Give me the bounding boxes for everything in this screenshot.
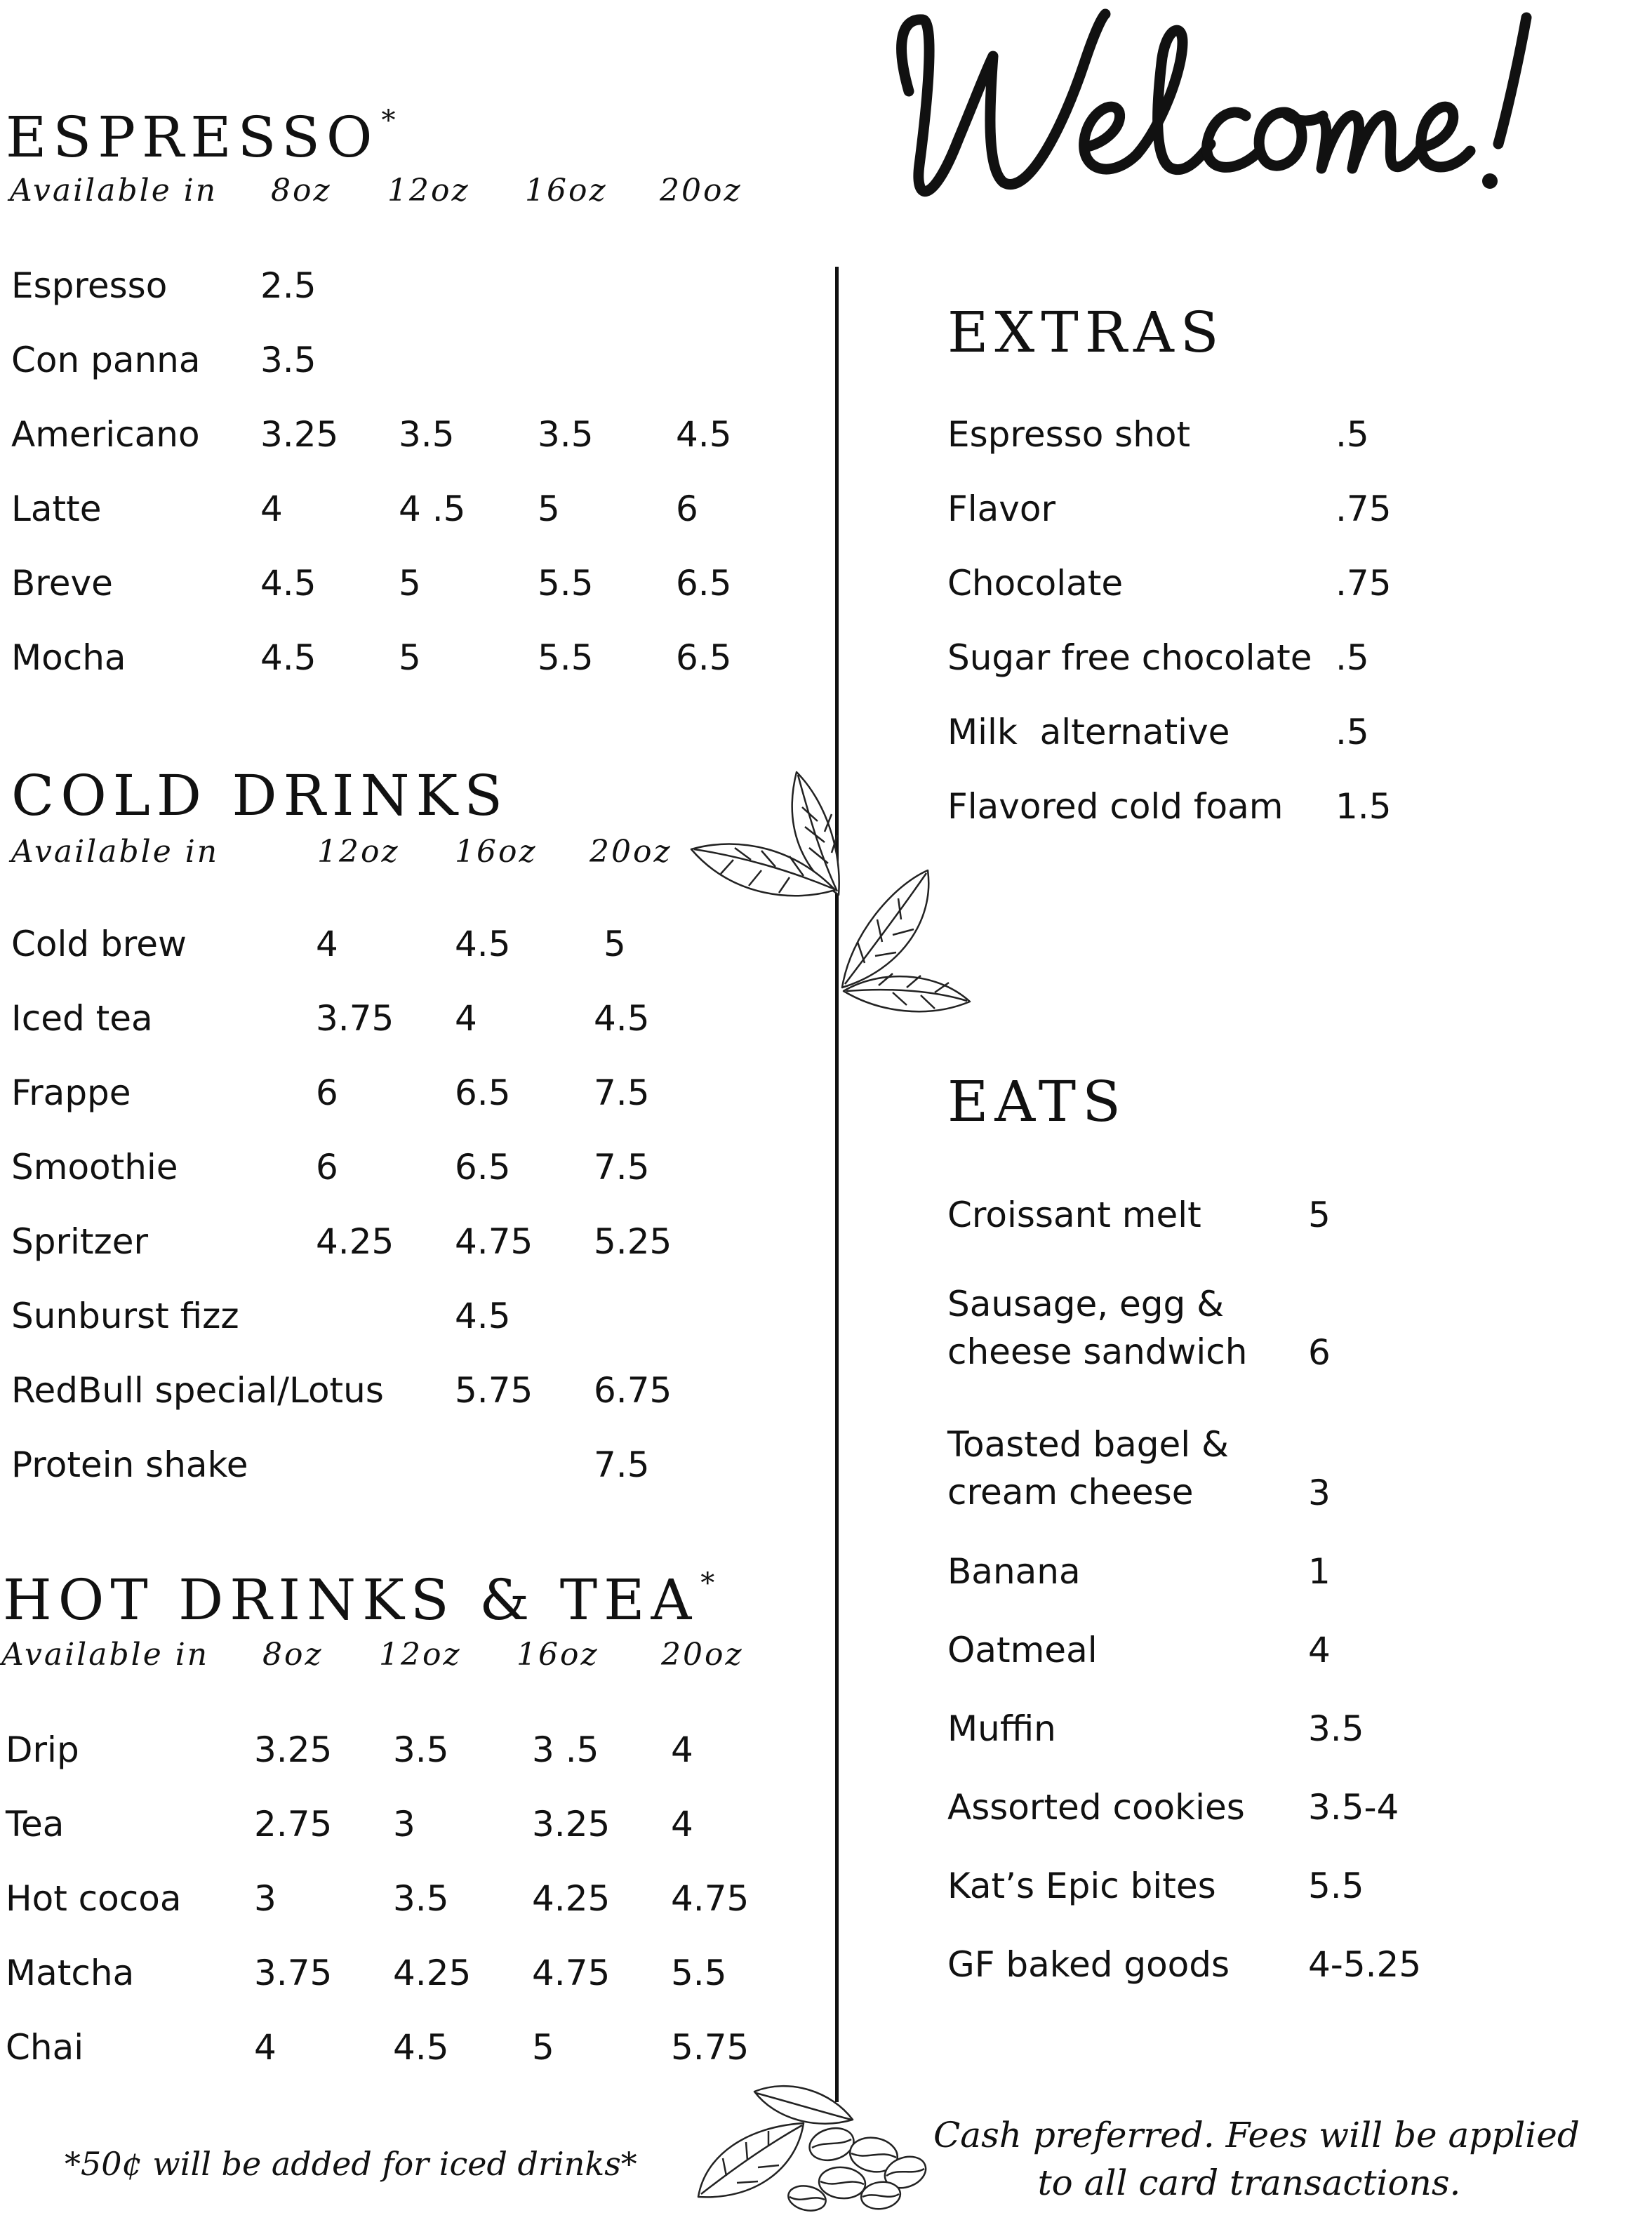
extras-item-name: Flavor [947,489,1056,529]
tea-price-12oz: 3 [393,1804,415,1845]
frappe-item-name: Frappe [11,1072,131,1113]
con-panna-item-name: Con panna [11,340,201,380]
eats-item-price: 3.5 [1308,1708,1364,1749]
sunburst-fizz-item-name: Sunburst fizz [11,1296,239,1336]
mocha-price-16oz: 5.5 [538,637,594,678]
extras-item-price: .75 [1335,489,1392,529]
americano-item-name: Americano [11,414,200,455]
extras-item-price: 1.5 [1335,786,1392,827]
cold-size-16oz: 16oz [455,834,538,870]
smoothie-item-name: Smoothie [11,1147,178,1188]
espresso-asterisk: * [381,105,396,137]
leaf-pair-icon [837,865,977,1019]
breve-price-20oz: 6.5 [676,563,732,604]
matcha-price-16oz: 4.75 [532,1953,611,1993]
eats-item-name: Croissant melt [947,1195,1201,1235]
hot-cocoa-item-name: Hot cocoa [6,1878,182,1919]
espresso-size-8oz: 8oz [271,173,332,208]
hot-available-label: Available in [1,1637,210,1673]
spritzer-price-12oz: 4.25 [316,1221,394,1262]
eats-item-name-line1: Sausage, egg & [947,1284,1225,1324]
espresso-size-16oz: 16oz [525,173,608,208]
eats-item-name: Banana [947,1551,1081,1592]
protein-shake-item-name: Protein shake [11,1444,248,1485]
iced-surcharge-footnote: *50¢ will be added for iced drinks* [65,2145,637,2183]
tea-item-name: Tea [6,1804,65,1845]
eats-item-name-two-line [947,1421,1229,1516]
tea-price-8oz: 2.75 [254,1804,333,1845]
smoothie-price-12oz: 6 [316,1147,338,1188]
redbull-special-price-16oz: 5.75 [455,1370,533,1411]
mocha-price-20oz: 6.5 [676,637,732,678]
cold-size-20oz: 20oz [589,834,672,870]
drip-item-name: Drip [6,1729,79,1770]
extras-item-name: Milk alternative [947,712,1230,752]
iced-tea-price-16oz: 4 [455,998,477,1039]
hot-drinks-asterisk: * [700,1567,715,1600]
eats-item-price: 5.5 [1308,1866,1364,1906]
hot-cocoa-price-16oz: 4.25 [532,1878,611,1919]
extras-item-name: Espresso shot [947,414,1191,455]
matcha-price-8oz: 3.75 [254,1953,333,1993]
sunburst-fizz-price-16oz: 4.5 [455,1296,511,1336]
smoothie-price-20oz: 7.5 [594,1147,650,1188]
spritzer-price-16oz: 4.75 [455,1221,533,1262]
drip-price-16oz: 3 .5 [532,1729,599,1770]
hot-size-12oz: 12oz [379,1637,462,1673]
hot-cocoa-price-12oz: 3.5 [393,1878,449,1919]
cold-brew-price-12oz: 4 [316,924,338,964]
breve-price-8oz: 4.5 [260,563,317,604]
coffee-beans-leaf-icon [691,2078,933,2213]
eats-item-price: 3 [1308,1473,1331,1513]
eats-item-name-line2: cream cheese [947,1472,1194,1513]
drip-price-8oz: 3.25 [254,1729,333,1770]
chai-item-name: Chai [6,2027,84,2068]
eats-item-price: 1 [1308,1551,1331,1592]
hot-size-8oz: 8oz [262,1637,324,1673]
extras-item-price: .5 [1335,637,1369,678]
breve-price-12oz: 5 [399,563,421,604]
latte-price-12oz: 4 .5 [399,489,466,529]
payment-note-line1: Cash preferred. Fees will be applied [933,2115,1580,2155]
extras-item-price: .5 [1335,712,1369,752]
eats-item-name-line2: cheese sandwich [947,1331,1248,1372]
eats-item-name: Oatmeal [947,1630,1098,1670]
drip-price-20oz: 4 [671,1729,693,1770]
smoothie-price-16oz: 6.5 [455,1147,511,1188]
cold-brew-price-16oz: 4.5 [455,924,511,964]
eats-item-price: 6 [1308,1332,1331,1373]
redbull-special-item-name: RedBull special/Lotus [11,1370,384,1411]
latte-price-8oz: 4 [260,489,283,529]
espresso-title: ESPRESSO [6,105,379,170]
frappe-price-20oz: 7.5 [594,1072,650,1113]
eats-item-name: GF baked goods [947,1944,1230,1985]
espresso-available-label: Available in [10,173,218,208]
matcha-item-name: Matcha [6,1953,135,1993]
chai-price-20oz: 5.75 [671,2027,750,2068]
espresso-heading [6,105,396,170]
payment-note [933,2111,1580,2207]
eats-item-price: 3.5-4 [1308,1787,1399,1828]
eats-item-name: Assorted cookies [947,1787,1245,1828]
extras-item-name: Sugar free chocolate [947,637,1312,678]
cold-brew-item-name: Cold brew [11,924,187,964]
extras-item-price: .75 [1335,563,1392,604]
con-panna-price: 3.5 [260,340,317,380]
iced-tea-price-20oz: 4.5 [594,998,650,1039]
breve-price-16oz: 5.5 [538,563,594,604]
hot-drinks-title: HOT DRINKS & TEA [3,1567,698,1633]
tea-price-20oz: 4 [671,1804,693,1845]
mocha-price-8oz: 4.5 [260,637,317,678]
mocha-item-name: Mocha [11,637,126,678]
payment-note-line2: to all card transactions. [1037,2162,1461,2203]
extras-item-name: Chocolate [947,563,1124,604]
mocha-price-12oz: 5 [399,637,421,678]
eats-item-name: Kat’s Epic bites [947,1866,1216,1906]
column-divider [835,267,839,2102]
extras-item-price: .5 [1335,414,1369,455]
cold-drinks-title: COLD DRINKS [11,763,509,828]
chai-price-8oz: 4 [254,2027,277,2068]
drip-price-12oz: 3.5 [393,1729,449,1770]
tea-price-16oz: 3.25 [532,1804,611,1845]
americano-price-12oz: 3.5 [399,414,455,455]
latte-price-16oz: 5 [538,489,560,529]
redbull-special-price-20oz: 6.75 [594,1370,672,1411]
espresso-item-name: Espresso [11,265,168,306]
americano-price-20oz: 4.5 [676,414,732,455]
breve-item-name: Breve [11,563,113,604]
iced-tea-item-name: Iced tea [11,998,153,1039]
espresso-size-12oz: 12oz [387,173,470,208]
eats-item-price: 4 [1308,1630,1331,1670]
hot-drinks-heading [3,1567,715,1633]
frappe-price-16oz: 6.5 [455,1072,511,1113]
extras-item-name: Flavored cold foam [947,786,1284,827]
hot-size-20oz: 20oz [661,1637,744,1673]
frappe-price-12oz: 6 [316,1072,338,1113]
eats-item-name-line1: Toasted bagel & [947,1424,1229,1465]
eats-item-price: 4-5.25 [1308,1944,1422,1985]
matcha-price-12oz: 4.25 [393,1953,472,1993]
eats-title: EATS [947,1069,1127,1134]
cold-brew-price-20oz: 5 [604,924,626,964]
welcome-script-logo [853,0,1547,218]
eats-item-price: 5 [1308,1195,1331,1235]
hot-cocoa-price-20oz: 4.75 [671,1878,750,1919]
matcha-price-20oz: 5.5 [671,1953,727,1993]
chai-price-16oz: 5 [532,2027,554,2068]
iced-tea-price-12oz: 3.75 [316,998,394,1039]
espresso-size-20oz: 20oz [660,173,742,208]
spritzer-item-name: Spritzer [11,1221,149,1262]
latte-price-20oz: 6 [676,489,698,529]
hot-size-16oz: 16oz [517,1637,599,1673]
chai-price-12oz: 4.5 [393,2027,449,2068]
hot-cocoa-price-8oz: 3 [254,1878,277,1919]
espresso-price: 2.5 [260,265,317,306]
extras-title: EXTRAS [947,300,1225,365]
latte-item-name: Latte [11,489,102,529]
americano-price-8oz: 3.25 [260,414,339,455]
spritzer-price-20oz: 5.25 [594,1221,672,1262]
cold-size-12oz: 12oz [317,834,400,870]
leaf-sprig-icon [684,765,846,905]
eats-item-name: Muffin [947,1708,1056,1749]
protein-shake-price-20oz: 7.5 [594,1444,650,1485]
cold-available-label: Available in [11,834,220,870]
eats-item-name-two-line [947,1280,1248,1376]
americano-price-16oz: 3.5 [538,414,594,455]
